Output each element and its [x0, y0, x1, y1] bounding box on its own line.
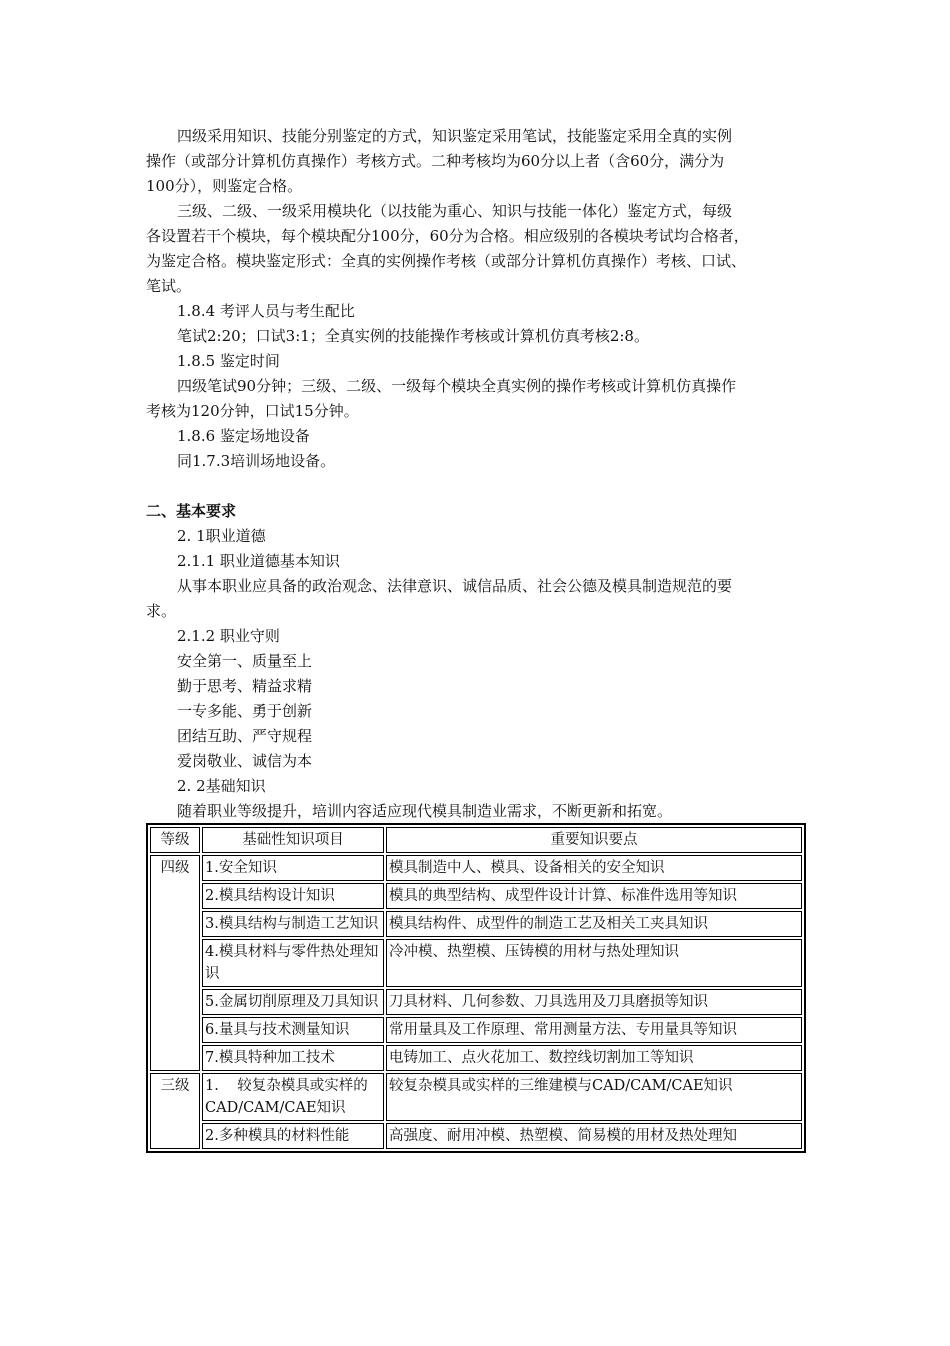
paragraph-line: 四级笔试90分钟；三级、二级、一级每个模块全真实例的操作考核或计算机仿真操作 — [177, 377, 737, 395]
paragraph-line: 各设置若干个模块，每个模块配分100分，60分为合格。相应级别的各模块考试均合格者， — [146, 227, 749, 245]
paragraph-line: 操作（或部分计算机仿真操作）考核方式。二种考核均为60分以上者（含60分，满分为 — [146, 152, 725, 170]
knowledge-table — [146, 823, 806, 1153]
table-row — [150, 1123, 802, 1149]
section-title-1-8-6: 1.8.6 鉴定场地设备 — [177, 427, 310, 445]
rule-item: 勤于思考、精益求精 — [177, 677, 313, 695]
section-title-2-2: 2. 2基础知识 — [177, 777, 266, 795]
item-cell: 2.模具结构设计知识 — [202, 883, 384, 909]
paragraph-line: 随着职业等级提升，培训内容适应现代模具制造业需求，不断更新和拓宽。 — [177, 802, 673, 820]
paragraph-line: 同1.7.3培训场地设备。 — [177, 452, 336, 470]
paragraph-line: 求。 — [146, 602, 177, 620]
paragraph-line: 100分），则鉴定合格。 — [146, 177, 303, 195]
point-cell: 较复杂模具或实样的三维建模与CAD/CAM/CAE知识 — [386, 1073, 802, 1121]
point-cell: 冷冲模、热塑模、压铸模的用材与热处理知识 — [386, 939, 802, 987]
section-title-1-8-5: 1.8.5 鉴定时间 — [177, 352, 280, 370]
item-cell: 2.多种模具的材料性能 — [202, 1123, 384, 1149]
table-row — [150, 989, 802, 1015]
point-cell: 模具的典型结构、成型件设计计算、标准件选用等知识 — [386, 883, 802, 909]
header-point: 重要知识要点 — [386, 827, 802, 853]
rule-item: 爱岗敬业、诚信为本 — [177, 752, 313, 770]
point-cell: 模具结构件、成型件的制造工艺及相关工夹具知识 — [386, 911, 802, 937]
point-cell: 模具制造中人、模具、设备相关的安全知识 — [386, 855, 802, 881]
section-heading-basic-requirements: 二、基本要求 — [146, 502, 237, 520]
point-cell: 高强度、耐用冲模、热塑模、简易模的用材及热处理知 — [386, 1123, 802, 1149]
section-title-2-1: 2. 1职业道德 — [177, 527, 266, 545]
item-cell: 1.安全知识 — [202, 855, 384, 881]
point-cell: 刀具材料、几何参数、刀具选用及刀具磨损等知识 — [386, 989, 802, 1015]
item-cell: 3.模具结构与制造工艺知识 — [202, 911, 384, 937]
header-level: 等级 — [150, 827, 200, 853]
page-bottom-margin — [140, 1196, 820, 1346]
rule-item: 团结互助、严守规程 — [177, 727, 313, 745]
section-title-1-8-4: 1.8.4 考评人员与考生配比 — [177, 302, 355, 320]
paragraph-line: 为鉴定合格。模块鉴定形式：全真的实例操作考核（或部分计算机仿真操作）考核、口试、 — [146, 252, 747, 270]
header-item: 基础性知识项目 — [202, 827, 384, 853]
paragraph-line: 四级采用知识、技能分别鉴定的方式，知识鉴定采用笔试，技能鉴定采用全真的实例 — [177, 127, 733, 145]
item-cell: 7.模具特种加工技术 — [202, 1045, 384, 1071]
table-row — [150, 883, 802, 909]
paragraph-line: 三级、二级、一级采用模块化（以技能为重心、知识与技能一体化）鉴定方式，每级 — [177, 202, 733, 220]
section-title-2-1-1: 2.1.1 职业道德基本知识 — [177, 552, 340, 570]
table-row — [150, 911, 802, 937]
paragraph-line: 考核为120分钟，口试15分钟。 — [146, 402, 359, 420]
item-cell: 4.模具材料与零件热处理知识 — [202, 939, 384, 987]
level-cell: 三级 — [150, 1073, 200, 1149]
rule-item: 一专多能、勇于创新 — [177, 702, 313, 720]
point-cell: 电铸加工、点火花加工、数控线切割加工等知识 — [386, 1045, 802, 1071]
table-row — [150, 1017, 802, 1043]
rule-item: 安全第一、质量至上 — [177, 652, 313, 670]
table-row — [150, 855, 802, 881]
point-cell: 常用量具及工作原理、常用测量方法、专用量具等知识 — [386, 1017, 802, 1043]
table-row — [150, 939, 802, 987]
table-header-row — [150, 827, 802, 853]
section-title-2-1-2: 2.1.2 职业守则 — [177, 627, 280, 645]
paragraph-line: 从事本职业应具备的政治观念、法律意识、诚信品质、社会公德及模具制造规范的要 — [177, 577, 733, 595]
item-cell: 5.金属切削原理及刀具知识 — [202, 989, 384, 1015]
table-row — [150, 1073, 802, 1121]
paragraph-line: 笔试2:20；口试3:1；全真实例的技能操作考核或计算机仿真考核2:8。 — [177, 327, 649, 345]
paragraph-line: 笔试。 — [146, 277, 192, 295]
item-cell: 1. 较复杂模具或实样的CAD/CAM/CAE知识 — [202, 1073, 384, 1121]
table-row — [150, 1045, 802, 1071]
item-cell: 6.量具与技术测量知识 — [202, 1017, 384, 1043]
level-cell: 四级 — [150, 855, 200, 1071]
